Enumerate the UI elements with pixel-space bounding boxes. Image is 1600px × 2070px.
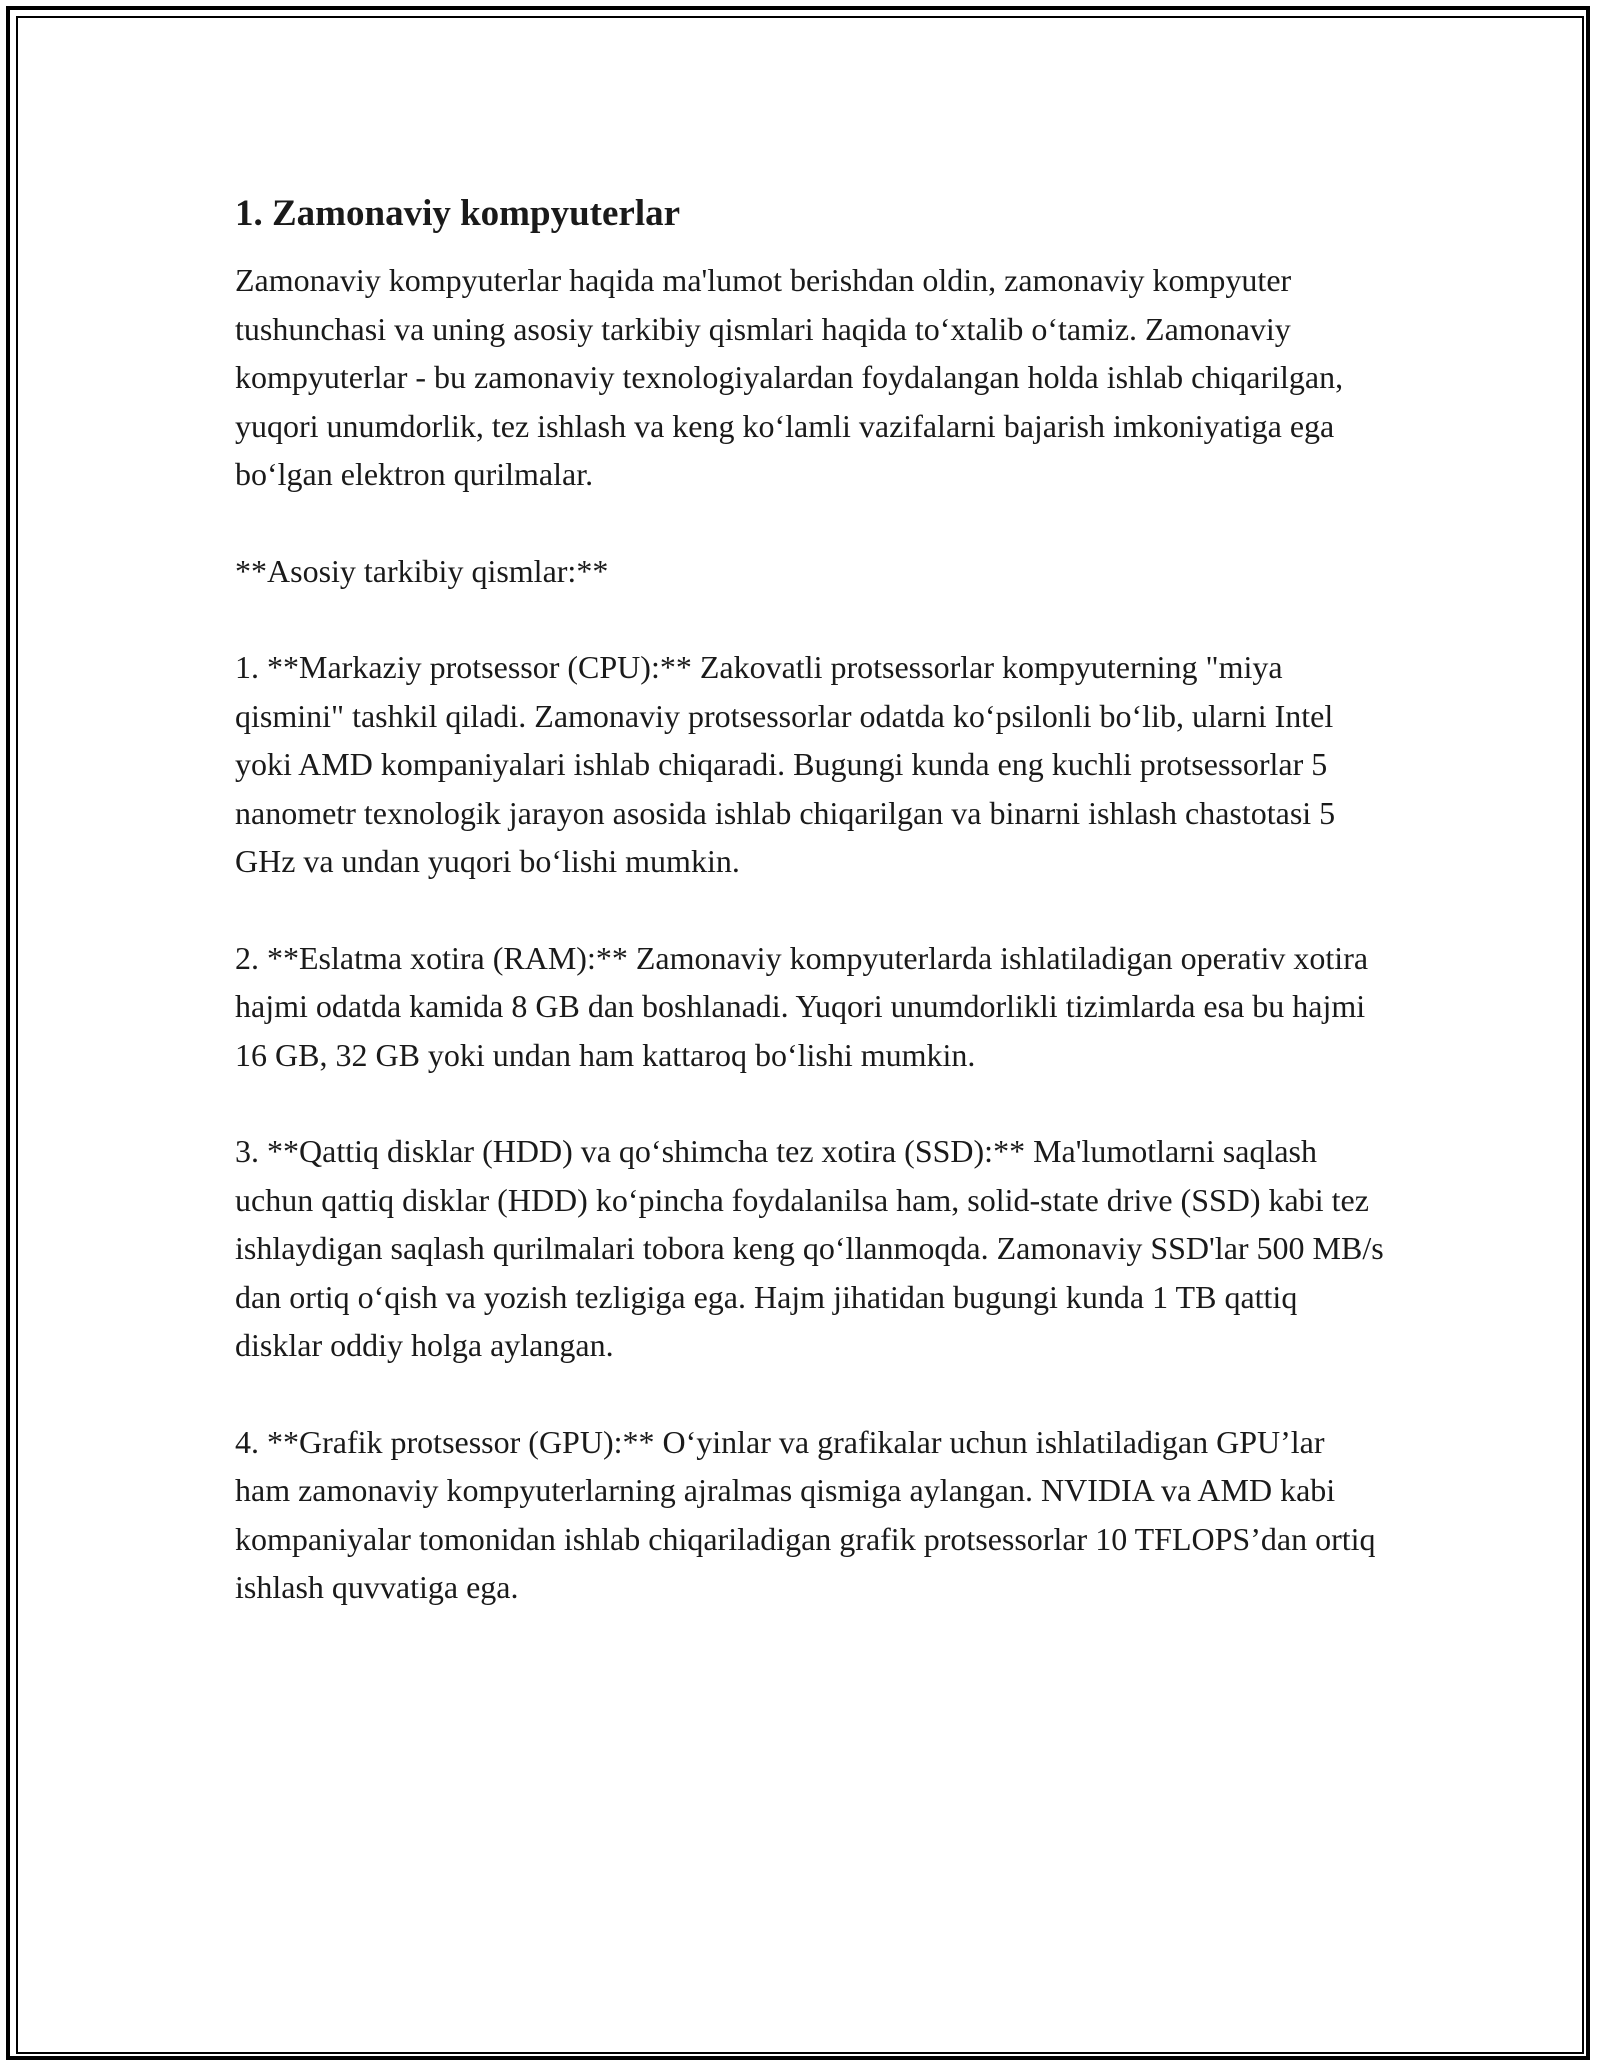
document-page: [235, 188, 1385, 1660]
paragraph-ram: 2. **Eslatma xotira (RAM):** Zamonaviy kompyuterlarda ishlatiladigan operativ xotira hajmi odatda kamida 8 GB dan boshlanadi. Yuqori unumdorlikli tizimlarda esa bu hajmi 16 GB, 32 GB yoki undan ham kattaroq bo‘lishi mumkin.: [235, 939, 1369, 1073]
document-title: 1. Zamonaviy kompyuterlar: [235, 193, 681, 234]
paragraph-cpu: 1. **Markaziy protsessor (CPU):** Zakovatli protsessorlar kompyuterning "miya qismini" tashkil qiladi. Zamonaviy protsessorlar odatda ko‘psilonli bo‘lib, ularni Intel yoki AMD kompaniyalari ishlab chiqaradi. Bugungi kunda eng kuchli protsessorlar 5 nanometr texnologik jarayon asosida ishlab chiqarilgan va binarni ishlash chastotasi 5 GHz va undan yuqori bo‘lishi mumkin.: [235, 649, 1336, 879]
paragraph-storage: 3. **Qattiq disklar (HDD) va qo‘shimcha tez xotira (SSD):** Ma'lumotlarni saqlash uchun qattiq disklar (HDD) ko‘pincha foydalanilsa ham, solid-state drive (SSD) kabi tez ishlaydigan saqlash qurilmalari tobora keng qo‘llanmoqda. Zamonaviy SSD'lar 500 MB/s dan ortiq o‘qish va yozish tezligiga ega. Hajm jihatidan bugungi kunda 1 TB qattiq disklar oddiy holga aylangan.: [235, 1133, 1384, 1363]
paragraph-components-heading: **Asosiy tarkibiy qismlar:**: [235, 552, 609, 589]
paragraph-gpu: 4. **Grafik protsessor (GPU):** O‘yinlar va grafikalar uchun ishlatiladigan GPU’lar ham zamonaviy kompyuterlarning ajralmas qismiga aylangan. NVIDIA va AMD kabi kompaniyalar tomonidan ishlab chiqariladigan grafik protsessorlar 10 TFLOPS’dan ortiq ishlash quvvatiga ega.: [235, 1423, 1376, 1605]
paragraph-intro: Zamonaviy kompyuterlar haqida ma'lumot berishdan oldin, zamonaviy kompyuter tushunchasi va uning asosiy tarkibiy qismlari haqida to‘xtalib o‘tamiz. Zamonaviy kompyuterlar - bu zamonaviy texnologiyalardan foydalangan holda ishlab chiqarilgan, yuqori unumdorlik, tez ishlash va keng ko‘lamli vazifalarni bajarish imkoniyatiga ega bo‘lgan elektron qurilmalar.: [235, 262, 1344, 492]
